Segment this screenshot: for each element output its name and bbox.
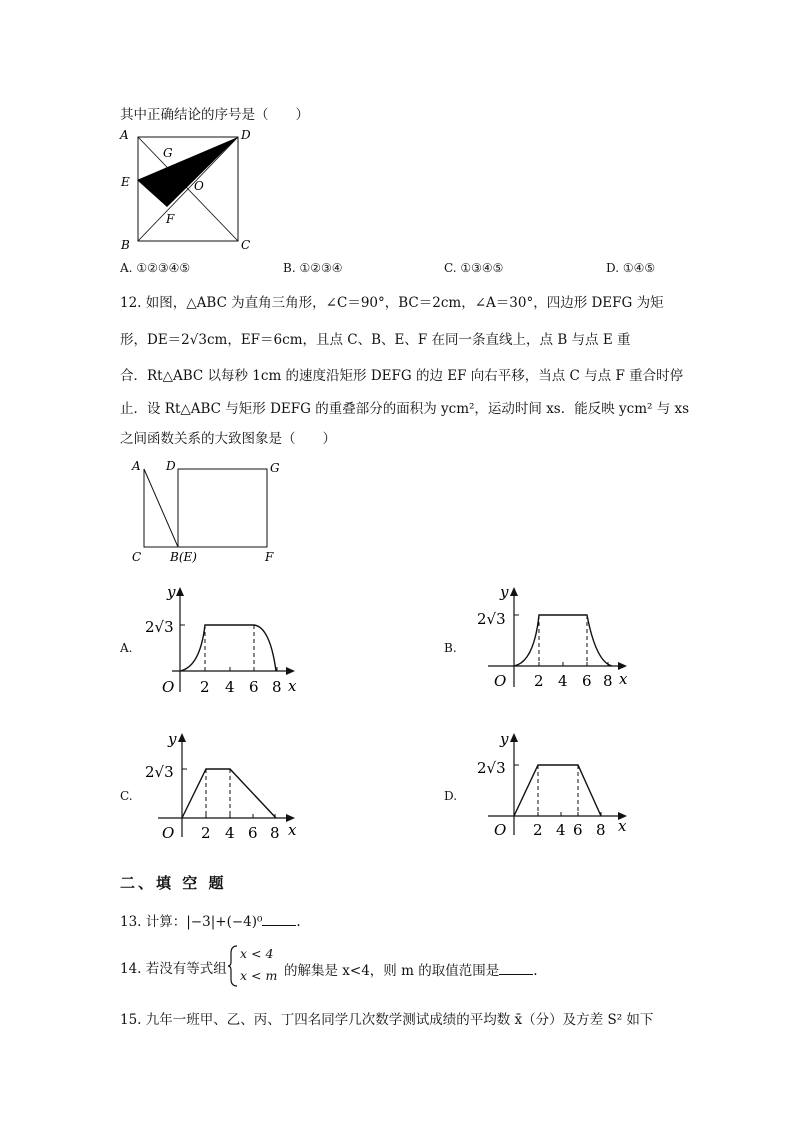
label-F: F [166,212,175,226]
y-label: y [500,583,509,601]
xtick: 2 [200,678,210,696]
xtick: 6 [249,678,259,696]
y-label: y [500,730,509,748]
label-G: G [270,461,280,475]
q12-option-a[interactable]: A. [120,641,133,655]
q14-rest: 的解集是 x<4，则 m 的取值范围是 . [284,963,538,979]
y-label: y [168,730,177,748]
xtick: 4 [225,678,235,696]
y-label: y [167,583,176,601]
xtick: 8 [270,824,280,842]
label-E: E [121,175,130,189]
xtick: 4 [225,824,235,842]
xtick: 6 [248,824,258,842]
answer-blank[interactable] [499,962,533,975]
label-F: F [265,550,274,564]
graph-b[interactable] [472,582,642,707]
q11-option-c[interactable]: C. ①③④⑤ [444,261,504,275]
q14-prefix: 14. 若没有等式组 [120,961,227,977]
ineq-2: x < m [240,968,278,983]
xtick: 8 [603,672,613,690]
q15: 15. 九年一班甲、乙、丙、丁四名同学几次数学测试成绩的平均数 x̄（分）及方差 S² 如下 [120,1012,654,1028]
section-title: 二、填 空 题 [120,874,227,892]
label-O: O [194,179,204,193]
q11-option-a[interactable]: A. ①②③④⑤ [120,261,191,275]
label-A: A [120,128,129,142]
ytick: 2√3 [477,610,506,628]
x-label: x [618,817,627,835]
origin: O [162,824,175,842]
label-D: D [166,459,176,473]
q11-option-b[interactable]: B. ①②③④ [283,261,343,275]
xtick: 4 [558,672,568,690]
q12-line-3: 合．Rt△ABC 以每秒 1cm 的速度沿矩形 DEFG 的边 EF 向右平移，当点 C 与点 F 重合时停 [120,368,684,384]
label-C: C [132,550,142,564]
x-label: x [619,670,628,688]
label-A: A [132,459,141,473]
brace-icon [227,944,239,988]
xtick: 2 [533,821,543,839]
q12-option-d[interactable]: D. [444,789,458,803]
ytick: 2√3 [145,763,174,781]
xtick: 6 [573,821,583,839]
q12-option-c[interactable]: C. [120,789,133,803]
label-G: G [163,146,173,160]
q12-line-4: 止．设 Rt△ABC 与矩形 DEFG 的重叠部分的面积为 ycm²，运动时间 xs．能反映 ycm² 与 xs [120,401,690,417]
ineq-1: x < 4 [240,946,274,961]
q12-line-5: 之间函数关系的大致图象是（ ） [120,431,336,447]
q12-option-b[interactable]: B. [444,641,457,655]
q11-stem-tail: 其中正确结论的序号是（ ） [120,107,309,123]
label-BE: B(E) [170,550,197,564]
label-B: B [121,238,130,252]
origin: O [494,821,507,839]
ytick: 2√3 [477,759,506,777]
q12-line-2: 形，DE＝2√3cm，EF＝6cm，且点 C、B、E、F 在同一条直线上，点 B 与点 E 重 [120,332,631,348]
ytick: 2√3 [145,618,174,636]
graph-d[interactable] [472,727,642,852]
label-D: D [241,128,251,142]
xtick: 2 [201,824,211,842]
xtick: 6 [582,672,592,690]
xtick: 8 [596,821,606,839]
q12-triangle-rectangle-figure [128,455,298,570]
origin: O [162,678,175,696]
origin: O [494,672,507,690]
graph-c[interactable] [140,727,310,852]
x-label: x [288,821,297,839]
answer-blank[interactable] [262,913,296,926]
xtick: 2 [534,672,544,690]
q11-square-figure [115,125,265,255]
xtick: 8 [272,678,282,696]
xtick: 4 [556,821,566,839]
q12-line-1: 12. 如图，△ABC 为直角三角形，∠C＝90°，BC＝2cm，∠A＝30°，四边形 DEFG 为矩 [120,295,664,311]
x-label: x [288,677,297,695]
label-C: C [241,238,251,252]
q13: 13. 计算：|−3|+(−4)⁰ . [120,914,301,930]
graph-a[interactable] [140,582,310,707]
q11-option-d[interactable]: D. ①④⑤ [606,261,656,275]
